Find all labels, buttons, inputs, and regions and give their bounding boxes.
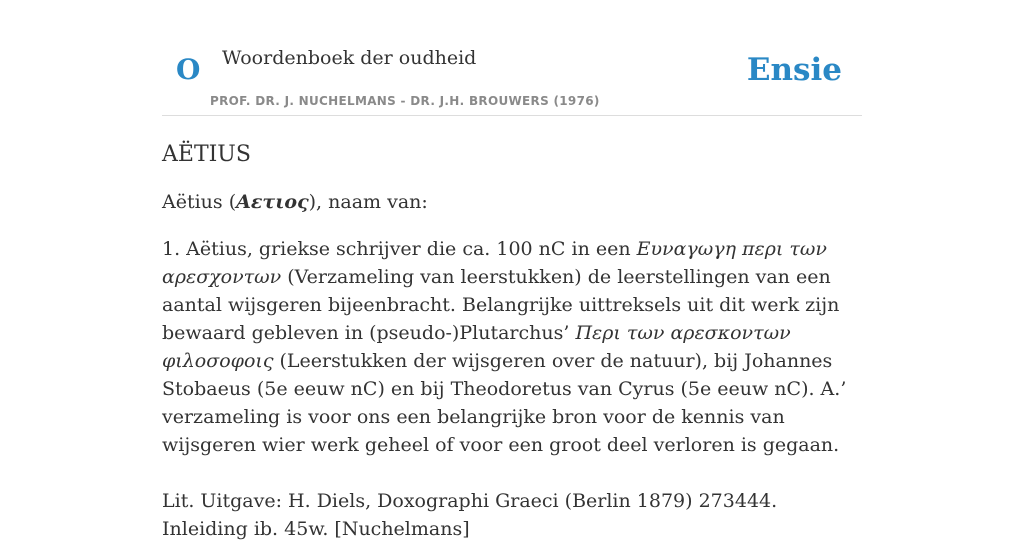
item1-part2: (Verzameling van leerstukken) de leerstellingen van een aantal wijsgeren bijeenbracht. Belangrijke uittreksels uit dit werk zijn bewaard gebleven in (pseudo-)Plutarchus’ (162, 266, 840, 344)
entry-intro (162, 188, 862, 216)
entry-title: AËTIUS (162, 142, 251, 167)
header-divider (162, 115, 862, 116)
entry-content (162, 140, 862, 543)
item1-part1: 1. Aëtius, griekse schrijver die ca. 100 nC in een (162, 238, 637, 260)
greek-title-1: Ευναγωγη περι των αρεσχοντων (162, 238, 827, 288)
book-title[interactable]: Woordenboek der oudheid (222, 47, 477, 69)
greek-title-2: Περι των αρεσκοντων φιλοσοφοις (162, 322, 791, 372)
greek-name: Αετιος (236, 191, 309, 213)
brand-logo[interactable]: Ensie (746, 52, 842, 88)
item1-part3: (Leerstukken der wijsgeren over de natuur), bij Johannes Stobaeus (5e eeuw nC) en bij Theodoretus van Cyrus (5e eeuw nC). A.’ verzameling is voor ons een belangrijke bron voor de kennis van wijsgeren wier werk geheel of voor een groot deel verloren is gegaan. (162, 350, 847, 456)
entry-item-1 (162, 235, 862, 459)
intro-prefix: Aëtius ( (162, 191, 237, 213)
intro-suffix: ), naam van: (308, 191, 428, 213)
book-authors: PROF. DR. J. NUCHELMANS - DR. J.H. BROUWERS (1976) (210, 94, 600, 108)
book-logo[interactable]: O (176, 53, 201, 86)
literature-note: Lit. Uitgave: H. Diels, Doxographi Graeci (Berlin 1879) 273444. Inleiding ib. 45w. [Nuchelmans] (162, 490, 778, 540)
